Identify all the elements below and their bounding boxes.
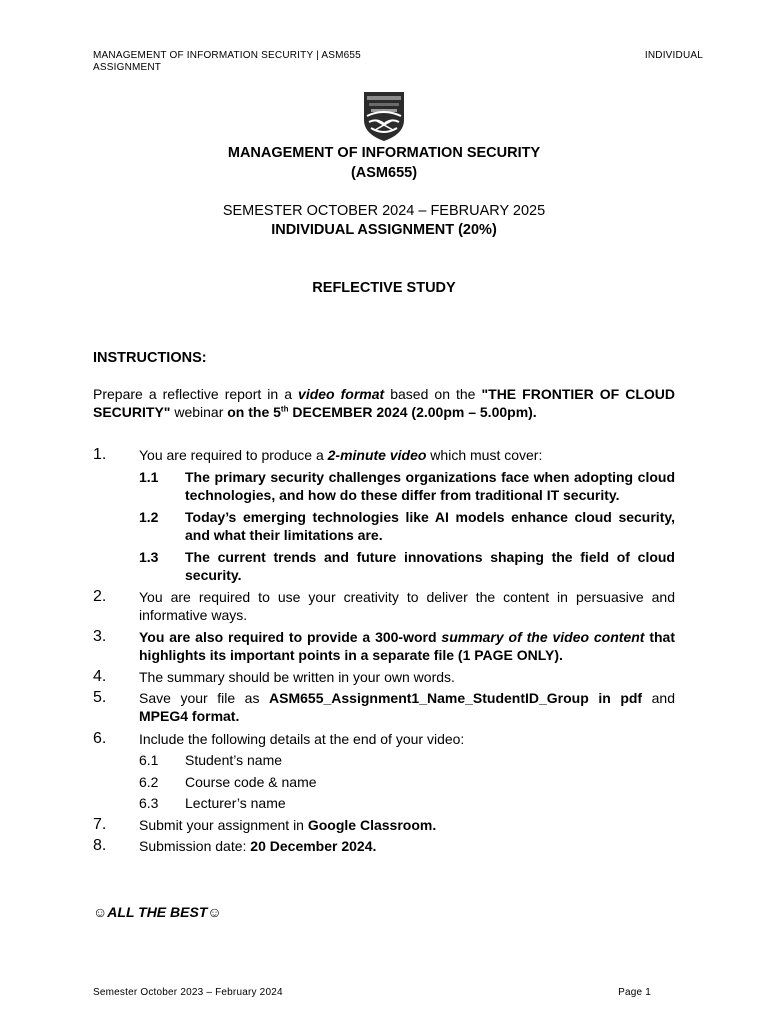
item-text: You are required to use your creativity to deliver the content in persuasive and informative ways. (139, 589, 675, 623)
item-text (139, 446, 675, 464)
item-number: 1. (93, 446, 107, 463)
sub-item-number: 1.2 (139, 509, 159, 525)
item-number: 5. (93, 689, 107, 706)
intro-date-sup: th (280, 404, 289, 414)
item-text-part: You are required to produce a (139, 447, 328, 463)
item-text: Include the following details at the end of your video: (139, 731, 465, 747)
sub-item-number: 1.3 (139, 549, 159, 565)
sub-item-number: 6.3 (139, 795, 159, 811)
item-text-part: and (642, 690, 676, 706)
instructions-heading: INSTRUCTIONS: (93, 350, 207, 366)
item-text-part: that highlights its important points in a separate file (1 PAGE ONLY). (139, 629, 675, 663)
item-text-part: which must cover: (426, 447, 543, 463)
sub-item-text: Student’s name (185, 752, 283, 768)
intro-video-format: video format (298, 386, 385, 402)
item-text (139, 689, 675, 725)
sub-item-number: 1.1 (139, 469, 159, 485)
semester-line: SEMESTER OCTOBER 2024 – FEBRUARY 2025 (222, 203, 546, 219)
item-text: The summary should be written in your own words. (139, 669, 455, 685)
page-footer (93, 987, 651, 998)
item-text (139, 628, 675, 664)
item-text (139, 837, 675, 855)
item-number: 3. (93, 628, 107, 645)
footer-semester: Semester October 2023 – February 2024 (93, 987, 283, 998)
header-course-title: MANAGEMENT OF INFORMATION SECURITY | ASM655 ASSIGNMENT (93, 50, 361, 73)
sub-item-text: Today’s emerging technologies like AI models enhance cloud security, and what their limitations are. (185, 509, 675, 543)
sub-item-number: 6.1 (139, 752, 159, 768)
item-text-part: You are also required to provide a 300-word (139, 629, 442, 645)
intro-text-1: Prepare a reflective report in a (93, 386, 299, 402)
intro-date-2: DECEMBER 2024 (2.00pm – 5.00pm). (288, 404, 537, 420)
header-assignment-type: INDIVIDUAL (644, 50, 703, 61)
intro-date-1: on the 5 (227, 404, 281, 420)
sub-item-text: The current trends and future innovations shaping the field of cloud security. (185, 549, 675, 583)
sub-item-text: Course code & name (185, 774, 317, 790)
sub-item-text: The primary security challenges organizations face when adopting cloud technologies, and how do these differ from traditional IT security. (185, 469, 675, 503)
item-text-part: Submission date: (139, 838, 251, 854)
item-emphasis: summary of the video content (441, 629, 645, 645)
item-text (139, 816, 675, 834)
item-format: MPEG4 format. (139, 708, 240, 724)
course-title: MANAGEMENT OF INFORMATION SECURITY (227, 145, 541, 161)
closing-message: ☺ALL THE BEST☺ (93, 904, 222, 920)
item-text-part: Submit your assignment in (139, 817, 308, 833)
item-number: 4. (93, 668, 107, 685)
assignment-weight: INDIVIDUAL ASSIGNMENT (20%) (271, 222, 497, 238)
university-crest-logo (361, 90, 407, 142)
intro-text-2: based on the (384, 386, 482, 402)
sub-item-number: 6.2 (139, 774, 159, 790)
item-text-part: Save your file as (139, 690, 270, 706)
item-emphasis: 2-minute video (327, 447, 427, 463)
assignment-topic: REFLECTIVE STUDY (312, 280, 456, 296)
item-number: 8. (93, 837, 107, 854)
item-number: 2. (93, 588, 107, 605)
page-number: Page 1 (618, 987, 651, 998)
item-deadline: 20 December 2024. (250, 838, 377, 854)
intro-webinar-title: "THE FRONTIER OF CLOUD SECURITY" (93, 386, 675, 420)
item-number: 7. (93, 816, 107, 833)
intro-paragraph (93, 385, 675, 421)
item-platform: Google Classroom. (307, 817, 437, 833)
item-filename: ASM655_Assignment1_Name_StudentID_Group in pdf (269, 690, 643, 706)
intro-text-3: webinar (170, 404, 228, 420)
sub-item-text: Lecturer’s name (185, 795, 286, 811)
course-code: (ASM655) (350, 165, 418, 181)
item-number: 6. (93, 730, 107, 747)
